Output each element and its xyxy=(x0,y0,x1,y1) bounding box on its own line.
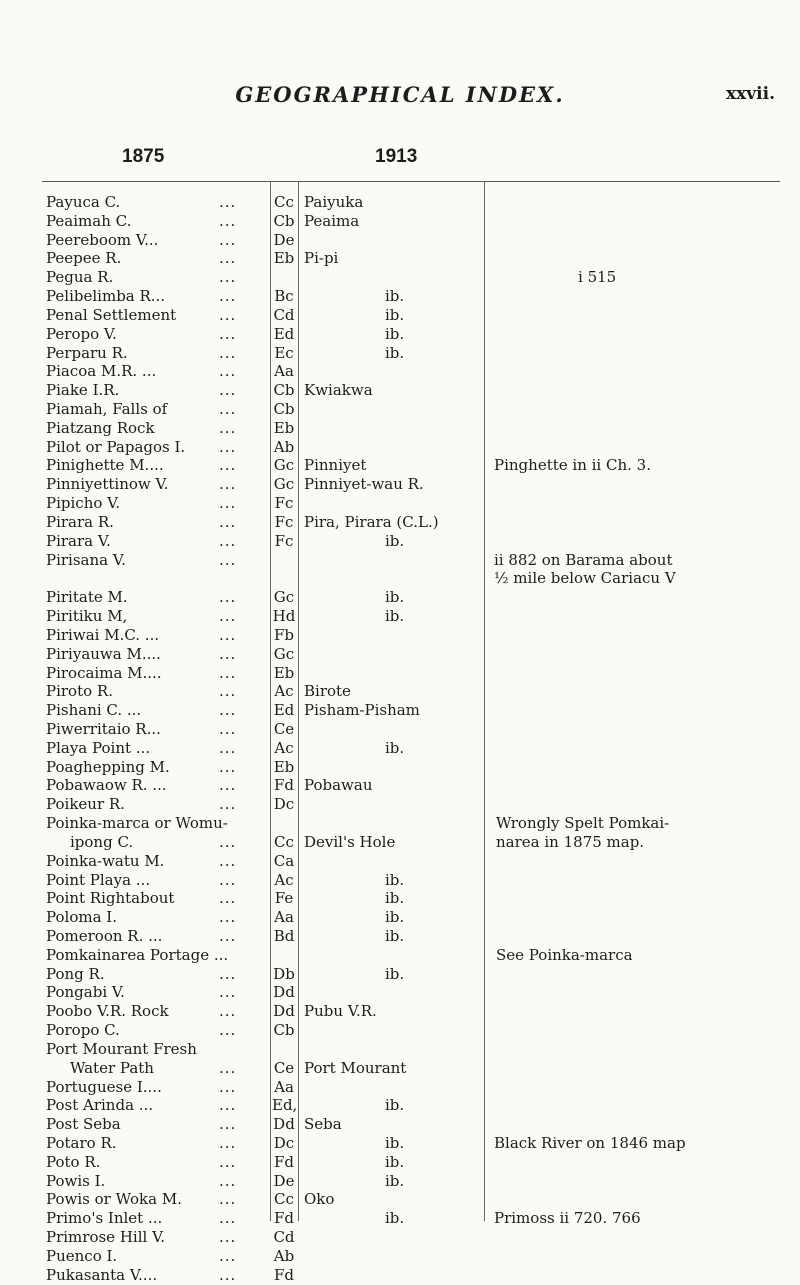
index-row xyxy=(0,324,800,344)
index-row xyxy=(0,361,800,381)
map-square: Eb xyxy=(273,418,295,437)
name-1913: Paiyuka xyxy=(304,193,364,211)
map-square: Cb xyxy=(273,211,295,230)
map-square: Gc xyxy=(273,456,295,475)
index-row xyxy=(0,1208,800,1228)
leader-dots: ... xyxy=(219,305,237,324)
name-1875: Piamah, Falls of xyxy=(46,400,168,419)
index-row xyxy=(0,775,800,795)
name-1913: ib. xyxy=(385,287,405,306)
name-1913: Port Mourant xyxy=(304,1058,407,1077)
name-1875: Poobo V.R. Rock xyxy=(46,1002,169,1021)
map-square: Db xyxy=(273,964,295,983)
name-1875: Post Seba xyxy=(46,1115,121,1134)
name-1875: Puenco I. xyxy=(46,1246,118,1265)
index-row xyxy=(0,1020,800,1040)
leader-dots: ... xyxy=(219,870,237,889)
leader-dots: ... xyxy=(219,1096,237,1115)
name-1875: Poropo C. xyxy=(46,1021,120,1040)
map-square: Fb xyxy=(273,625,294,644)
map-square: Bd xyxy=(273,926,295,945)
map-square: Ab xyxy=(273,1246,295,1265)
map-square: Dc xyxy=(273,1134,295,1152)
name-1875: Powis I. xyxy=(46,1171,106,1190)
leader-dots: ... xyxy=(219,1190,237,1209)
leader-dots: ... xyxy=(219,625,237,644)
name-1913: Pinniyet-wau R. xyxy=(304,475,424,494)
name-1875: Primrose Hill V. xyxy=(46,1228,166,1247)
index-row xyxy=(0,681,800,701)
name-1875: Piriwai M.C. ... xyxy=(46,625,160,644)
index-row xyxy=(0,1133,800,1153)
map-square: Fc xyxy=(274,531,294,550)
index-row xyxy=(0,1152,800,1172)
map-square: Cc xyxy=(274,1190,294,1209)
name-1913: Pisham-Pisham xyxy=(304,701,420,720)
map-square: Dc xyxy=(273,795,295,814)
remark: ii 882 on Barama about xyxy=(494,550,673,569)
remark: Black River on 1846 map xyxy=(494,1134,686,1152)
index-row xyxy=(0,888,800,908)
leader-dots: ... xyxy=(219,1134,237,1152)
map-square: Ce xyxy=(273,1058,295,1077)
name-1913: Pobawau xyxy=(304,776,373,795)
index-row xyxy=(0,418,800,438)
name-1913: Birote xyxy=(304,682,351,701)
leader-dots: ... xyxy=(219,1077,237,1096)
name-1875: Perparu R. xyxy=(46,343,128,362)
page-title: GEOGRAPHICAL INDEX. xyxy=(235,82,565,107)
name-1875: Pinniyettinow V. xyxy=(46,475,169,494)
index-row xyxy=(0,1227,800,1247)
leader-dots: ... xyxy=(219,230,237,249)
name-1913: ib. xyxy=(385,324,405,343)
index-row xyxy=(0,663,800,683)
leader-dots: ... xyxy=(219,550,237,569)
map-square: Ce xyxy=(273,719,295,738)
leader-dots: ... xyxy=(219,851,237,870)
name-1875: Post Arinda ... xyxy=(46,1096,154,1115)
name-1875: Piroto R. xyxy=(46,682,113,701)
map-square: Gc xyxy=(273,588,295,607)
index-row xyxy=(0,907,800,927)
index-row xyxy=(0,568,800,588)
leader-dots: ... xyxy=(219,776,237,795)
index-row xyxy=(0,851,800,871)
name-1913: ib. xyxy=(385,1152,405,1171)
name-1875: Poto R. xyxy=(46,1152,101,1171)
leader-dots: ... xyxy=(219,644,237,663)
map-square: Aa xyxy=(274,908,294,927)
map-square: Eb xyxy=(273,757,295,776)
map-square: Ed xyxy=(273,701,295,720)
index-row xyxy=(0,794,800,814)
name-1875: Portuguese I.... xyxy=(46,1077,162,1096)
map-square: Fd xyxy=(273,1209,294,1228)
name-1913: ib. xyxy=(385,1209,405,1228)
name-1875: Pobawaow R. ... xyxy=(46,776,167,795)
index-row xyxy=(0,248,800,268)
map-square: Ca xyxy=(273,851,295,870)
map-square: Eb xyxy=(273,663,295,682)
name-1913: Kwiakwa xyxy=(304,381,373,400)
map-square: Fd xyxy=(273,1265,294,1284)
name-1875: Penal Settlement xyxy=(46,305,177,324)
index-row xyxy=(0,1001,800,1021)
name-1875: ipong C. xyxy=(70,832,134,851)
index-row xyxy=(0,455,800,475)
map-square: Fd xyxy=(273,1152,294,1171)
map-square: Fc xyxy=(274,512,294,531)
index-row xyxy=(0,399,800,419)
name-1875: Pirara R. xyxy=(46,512,114,531)
remark: ½ mile below Cariacu V xyxy=(494,569,676,588)
top-rule xyxy=(42,181,780,182)
leader-dots: ... xyxy=(219,381,237,400)
leader-dots: ... xyxy=(219,738,237,757)
name-1875: Piritate M. xyxy=(46,588,128,607)
leader-dots: ... xyxy=(219,889,237,908)
name-1913: ib. xyxy=(385,738,405,757)
index-row xyxy=(0,870,800,890)
name-1875: Pukasanta V.... xyxy=(46,1265,158,1284)
name-1875: Powis or Woka M. xyxy=(46,1190,182,1209)
name-1875: Pomeroon R. ... xyxy=(46,926,163,945)
map-square: Cb xyxy=(273,381,295,400)
leader-dots: ... xyxy=(219,588,237,607)
index-row xyxy=(0,738,800,758)
leader-dots: ... xyxy=(219,362,237,381)
map-square: Cb xyxy=(273,400,295,419)
index-row xyxy=(0,700,800,720)
map-square: Cc xyxy=(274,193,294,211)
map-square: Dd xyxy=(273,1002,295,1021)
name-1913: Pira, Pirara (C.L.) xyxy=(304,512,439,531)
leader-dots: ... xyxy=(219,719,237,738)
index-row xyxy=(0,964,800,984)
index-row xyxy=(0,625,800,645)
map-square: Hd xyxy=(272,607,296,626)
index-row xyxy=(0,644,800,664)
name-1875: Poaghepping M. xyxy=(46,757,170,776)
name-1875: Pipicho V. xyxy=(46,494,121,513)
index-row xyxy=(0,230,800,250)
leader-dots: ... xyxy=(219,324,237,343)
name-1875: Pongabi V. xyxy=(46,983,125,1002)
name-1875: Poloma I. xyxy=(46,908,117,927)
index-row xyxy=(0,1077,800,1097)
index-row xyxy=(0,192,800,212)
leader-dots: ... xyxy=(219,908,237,927)
index-row xyxy=(0,305,800,325)
map-square: Ed xyxy=(273,324,295,343)
remark: Wrongly Spelt Pomkai- xyxy=(496,814,670,833)
name-1875: Poinka-marca or Womu- xyxy=(46,814,228,833)
index-row xyxy=(0,1265,800,1285)
leader-dots: ... xyxy=(219,512,237,531)
remark: Primoss ii 720. 766 xyxy=(494,1209,641,1228)
index-row xyxy=(0,512,800,532)
leader-dots: ... xyxy=(219,757,237,776)
index-row xyxy=(0,926,800,946)
name-1875: Piatzang Rock xyxy=(46,418,155,437)
name-1875: Pinighette M.... xyxy=(46,456,164,475)
map-square: Cd xyxy=(273,305,295,324)
index-row xyxy=(0,1095,800,1115)
name-1875: Piacoa M.R. ... xyxy=(46,362,157,381)
remark: narea in 1875 map. xyxy=(496,832,645,851)
name-1913: Pi-pi xyxy=(304,249,339,268)
remark: Pinghette in ii Ch. 3. xyxy=(494,456,651,475)
name-1875: Peereboom V... xyxy=(46,230,159,249)
map-square: Ac xyxy=(274,682,294,701)
leader-dots: ... xyxy=(219,343,237,362)
name-1913: ib. xyxy=(385,343,405,362)
map-square: Cd xyxy=(273,1228,295,1247)
index-row xyxy=(0,606,800,626)
name-1875: Piritiku M, xyxy=(46,607,128,626)
leader-dots: ... xyxy=(219,249,237,268)
leader-dots: ... xyxy=(219,1265,237,1284)
index-row xyxy=(0,945,800,965)
name-1875: Peropo V. xyxy=(46,324,117,343)
leader-dots: ... xyxy=(219,475,237,494)
name-1913: ib. xyxy=(385,964,405,983)
map-square: Fd xyxy=(273,776,294,795)
leader-dots: ... xyxy=(219,211,237,230)
name-1875: Poikeur R. xyxy=(46,795,125,814)
leader-dots: ... xyxy=(219,456,237,475)
map-square: De xyxy=(273,1171,295,1190)
index-row xyxy=(0,531,800,551)
index-row xyxy=(0,343,800,363)
name-1913: Peaima xyxy=(304,211,360,230)
page-number: xxvii. xyxy=(726,84,775,104)
name-1875: Piake I.R. xyxy=(46,381,120,400)
column-header-1913: 1913 xyxy=(375,146,418,167)
index-row xyxy=(0,982,800,1002)
map-square: Ed, xyxy=(272,1096,298,1115)
index-row xyxy=(0,832,800,852)
name-1875: Piwerritaio R... xyxy=(46,719,161,738)
index-row xyxy=(0,493,800,513)
index-row xyxy=(0,587,800,607)
map-square: Eb xyxy=(273,249,295,268)
name-1913: ib. xyxy=(385,908,405,927)
map-square: Ab xyxy=(273,437,295,456)
leader-dots: ... xyxy=(219,1021,237,1040)
name-1913: ib. xyxy=(385,1134,405,1152)
index-row xyxy=(0,1246,800,1266)
map-square: Dd xyxy=(273,983,295,1002)
name-1875: Pong R. xyxy=(46,964,105,983)
map-square: Fc xyxy=(274,494,294,513)
index-row xyxy=(0,813,800,833)
name-1913: ib. xyxy=(385,1096,405,1115)
name-1875: Playa Point ... xyxy=(46,738,151,757)
leader-dots: ... xyxy=(219,1228,237,1247)
map-square: Gc xyxy=(273,475,295,494)
map-square: De xyxy=(273,230,295,249)
index-row xyxy=(0,757,800,777)
index-row xyxy=(0,474,800,494)
leader-dots: ... xyxy=(219,983,237,1002)
name-1875: Peepee R. xyxy=(46,249,122,268)
name-1875: Port Mourant Fresh xyxy=(46,1039,197,1058)
name-1913: ib. xyxy=(385,607,405,626)
name-1913: ib. xyxy=(385,889,405,908)
name-1875: Primo's Inlet ... xyxy=(46,1209,163,1228)
index-row xyxy=(0,211,800,231)
leader-dots: ... xyxy=(219,531,237,550)
map-square: Fe xyxy=(274,889,294,908)
leader-dots: ... xyxy=(219,964,237,983)
map-square: Dd xyxy=(273,1115,295,1134)
index-row xyxy=(0,1039,800,1059)
name-1913: ib. xyxy=(385,870,405,889)
leader-dots: ... xyxy=(219,1171,237,1190)
map-square: Bc xyxy=(274,287,294,306)
index-row xyxy=(0,380,800,400)
map-square: Cc xyxy=(274,832,294,851)
leader-dots: ... xyxy=(219,701,237,720)
name-1913: Pinniyet xyxy=(304,456,367,475)
name-1875: Piriyauwa M.... xyxy=(46,644,161,663)
remark: i 515 xyxy=(578,268,617,287)
name-1875: Point Rightabout xyxy=(46,889,175,908)
name-1875: Point Playa ... xyxy=(46,870,151,889)
leader-dots: ... xyxy=(219,494,237,513)
name-1875: Poinka-watu M. xyxy=(46,851,165,870)
leader-dots: ... xyxy=(219,287,237,306)
name-1875: Pelibelimba R... xyxy=(46,287,166,306)
leader-dots: ... xyxy=(219,418,237,437)
index-row xyxy=(0,1171,800,1191)
name-1913: ib. xyxy=(385,588,405,607)
name-1875: Peaimah C. xyxy=(46,211,132,230)
map-square: Aa xyxy=(274,1077,294,1096)
leader-dots: ... xyxy=(219,795,237,814)
name-1875: Pilot or Papagos I. xyxy=(46,437,186,456)
name-1913: ib. xyxy=(385,305,405,324)
leader-dots: ... xyxy=(219,268,237,287)
leader-dots: ... xyxy=(219,926,237,945)
leader-dots: ... xyxy=(219,437,237,456)
leader-dots: ... xyxy=(219,400,237,419)
map-square: Ec xyxy=(274,343,294,362)
index-row xyxy=(0,1114,800,1134)
name-1913: Devil's Hole xyxy=(304,832,396,851)
index-row xyxy=(0,550,800,570)
name-1875: Pirocaima M.... xyxy=(46,663,162,682)
name-1875: Pirisana V. xyxy=(46,550,126,569)
map-square: Cb xyxy=(273,1021,295,1040)
leader-dots: ... xyxy=(219,1152,237,1171)
map-square: Aa xyxy=(274,362,294,381)
name-1875: Payuca C. xyxy=(46,193,121,211)
map-square: Ac xyxy=(274,738,294,757)
name-1875: Pomkainarea Portage ... xyxy=(46,945,229,964)
leader-dots: ... xyxy=(219,682,237,701)
leader-dots: ... xyxy=(219,1209,237,1228)
leader-dots: ... xyxy=(219,607,237,626)
map-square: Ac xyxy=(274,870,294,889)
leader-dots: ... xyxy=(219,1115,237,1134)
map-square: Gc xyxy=(273,644,295,663)
name-1875: Pishani C. ... xyxy=(46,701,142,720)
index-row xyxy=(0,1189,800,1209)
index-row xyxy=(0,1058,800,1078)
name-1913: ib. xyxy=(385,1171,405,1190)
name-1913: ib. xyxy=(385,926,405,945)
leader-dots: ... xyxy=(219,1058,237,1077)
leader-dots: ... xyxy=(219,832,237,851)
leader-dots: ... xyxy=(219,1246,237,1265)
name-1875: Pirara V. xyxy=(46,531,111,550)
leader-dots: ... xyxy=(219,663,237,682)
name-1913: Seba xyxy=(304,1115,342,1134)
name-1875: Water Path xyxy=(70,1058,154,1077)
name-1875: Potaro R. xyxy=(46,1134,117,1152)
index-row xyxy=(0,267,800,287)
leader-dots: ... xyxy=(219,1002,237,1021)
name-1913: ib. xyxy=(385,531,405,550)
index-row xyxy=(0,437,800,457)
name-1913: Pubu V.R. xyxy=(304,1002,377,1021)
column-header-1875: 1875 xyxy=(122,146,165,167)
remark: See Poinka-marca xyxy=(496,945,633,964)
leader-dots: ... xyxy=(219,193,237,211)
index-row xyxy=(0,719,800,739)
index-row xyxy=(0,286,800,306)
name-1875: Pegua R. xyxy=(46,268,114,287)
name-1913: Oko xyxy=(304,1190,335,1209)
